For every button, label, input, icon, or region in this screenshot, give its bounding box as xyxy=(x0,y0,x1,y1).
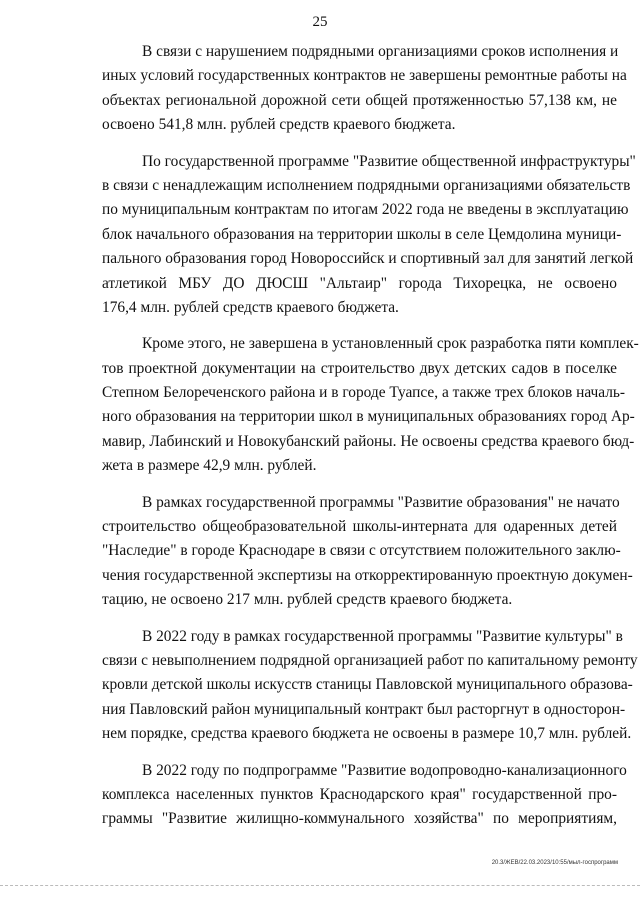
paragraph-line: Степном Белореченского района и в городе Туапсе, а также трех блоков началь- xyxy=(102,384,626,402)
paragraph-line: тацию, не освоено 217 млн. рублей средств краевого бюджета. xyxy=(102,591,513,609)
paragraph-line: ного образования на территории школ в муниципальных образованиях город Ар- xyxy=(102,408,635,426)
paragraph-line: 176,4 млн. рублей средств краевого бюджета. xyxy=(102,298,399,316)
paragraph-line: связи с невыполнением подрядной организацией работ по капитальному ремонту xyxy=(102,651,638,669)
paragraph-line: иных условий государственных контрактов не завершены ремонтные работы на xyxy=(102,67,627,85)
paragraph-line: По государственной программе "Развитие общественной инфраструктуры" xyxy=(142,152,636,170)
paragraph xyxy=(102,759,627,832)
footer-document-code: 20.3/ЖЕВ/22.03.2023/10:55/мыл-госпрограмм xyxy=(491,860,618,866)
paragraph-line: комплекса населенных пунктов Краснодарского края" государственной про- xyxy=(102,785,617,803)
paragraph-line: В 2022 году в рамках государственной программы "Развитие культуры" в xyxy=(142,627,623,645)
page-number: 25 xyxy=(312,14,328,30)
paragraph-line: нем порядке, средства краевого бюджета не освоены в размере 10,7 млн. рублей. xyxy=(102,725,632,743)
paragraph xyxy=(102,332,639,478)
paragraph-line: кровли детской школы искусств станицы Павловской муниципального образова- xyxy=(102,676,633,694)
paragraph-line: тов проектной документации на строительство двух детских садов в поселке xyxy=(102,359,617,377)
footer-divider xyxy=(0,885,640,886)
paragraph-line: В связи с нарушением подрядными организациями сроков исполнения и xyxy=(142,43,619,60)
paragraph xyxy=(102,491,633,613)
paragraph-line: ния Павловский район муниципальный контракт был расторгнут в односторон- xyxy=(102,700,626,718)
paragraph xyxy=(102,150,636,321)
document-body xyxy=(102,40,639,844)
paragraph-line: пального образования город Новороссийск и спортивный зал для занятий легкой xyxy=(102,250,634,268)
paragraph-line: граммы "Развитие жилищно-коммунального хозяйства" по мероприятиям, xyxy=(102,810,617,828)
paragraph-line: объектах региональной дорожной сети общей протяженностью 57,138 км, не xyxy=(102,91,617,109)
paragraph-line: в связи с ненадлежащим исполнением подрядными организациями обязательств xyxy=(102,176,631,194)
paragraph-line: чения государственной экспертизы на откорректированную проектную докумен- xyxy=(102,566,633,584)
paragraph-line: по муниципальным контрактам по итогам 2022 года не введены в эксплуатацию xyxy=(102,201,629,219)
paragraph-line: жета в размере 42,9 млн. рублей. xyxy=(102,457,317,475)
paragraph-line: блок начального образования на территории школы в селе Цемдолина муници- xyxy=(102,225,622,243)
paragraph-line: "Наследие" в городе Краснодаре в связи с отсутствием положительного заклю- xyxy=(102,542,621,560)
paragraph-line: атлетикой МБУ ДО ДЮСШ "Альтаир" города Тихорецка, не освоено xyxy=(102,274,617,292)
paragraph-line: В рамках государственной программы "Развитие образования" не начато xyxy=(142,493,620,511)
paragraph-line: мавир, Лабинский и Новокубанский районы. Не освоены средства краевого бюд- xyxy=(102,432,635,450)
paragraph xyxy=(102,625,638,747)
paragraph-line: строительство общеобразовательной школы-интерната для одаренных детей xyxy=(102,518,617,536)
paragraph-line: Кроме этого, не завершена в установленный срок разработка пяти комплек- xyxy=(142,335,639,353)
paragraph-line: В 2022 году по подпрограмме "Развитие водопроводно-канализационного xyxy=(142,761,627,779)
paragraph xyxy=(102,40,627,138)
paragraph-line: освоено 541,8 млн. рублей средств краевого бюджета. xyxy=(102,116,456,134)
